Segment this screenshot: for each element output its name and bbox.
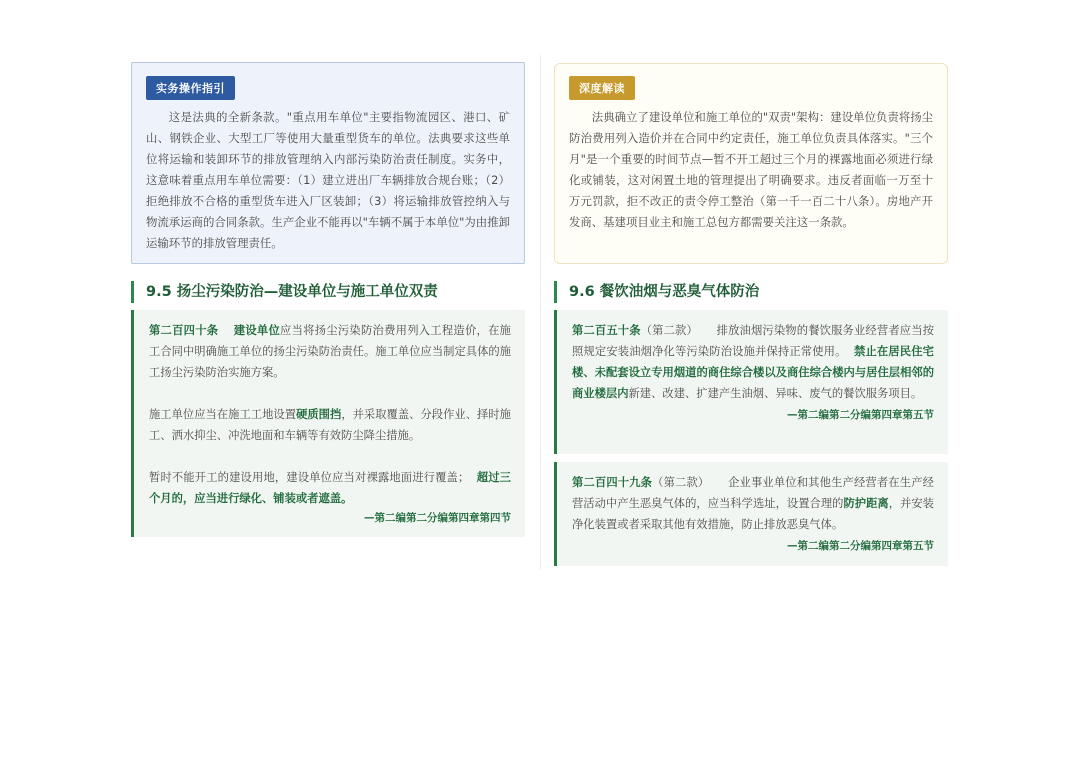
- law-card-article-250: [554, 310, 948, 454]
- article-number: 第二百五十条: [572, 324, 641, 337]
- law-paragraph: [149, 467, 511, 509]
- law-card-article-249: [554, 462, 948, 566]
- law-text: 施工单位应当在施工工地设置: [149, 408, 297, 421]
- law-text: 应当将扬尘污染防治费用列入工程造价，在施工合同中明确施工单位的扬尘污染防治责任。施工单位应当制定具体的施工扬尘污染防治实施方案。: [149, 324, 511, 379]
- practice-guide-text: 这是法典的全新条款。"重点用车单位"主要指物流园区、港口、矿山、钢铁企业、大型工厂等使用大量重型货车的单位。法典要求这些单位将运输和装卸环节的排放管理纳入内部污染防治责任制度。实务中，这意味着重点用车单位需要：（1）建立进出厂车辆排放合规台账；（2）拒绝排放不合格的重型货车进入厂区装卸；（3）将运输排放管控纳入与物流承运商的合同条款。生产企业不能再以"车辆不属于本单位"为由推卸运输环节的排放管理责任。: [146, 110, 510, 250]
- highlight-text: 超过三个月的，应当进行绿化、铺装或者遮盖。: [149, 471, 511, 505]
- law-paragraph: [572, 472, 934, 535]
- law-paragraph: [572, 320, 934, 404]
- law-text: 暂时不能开工的建设用地，建设单位应当对裸露地面进行覆盖；: [149, 471, 470, 484]
- law-text: 排放油烟污染物的餐饮服务业经营者应当按照规定安装油烟净化等污染防治设施并保持正常使用。: [572, 324, 934, 358]
- law-text: ，并采取覆盖、分段作业、择时施工、洒水抑尘、冲洗地面和车辆等有效防尘降尘措施。: [149, 408, 511, 442]
- highlight-text: 硬质围挡: [296, 408, 342, 421]
- article-subsection: （第二款）: [640, 324, 698, 337]
- deep-interpretation-text: 法典确立了建设单位和施工单位的"双责"架构：建设单位负责将扬尘防治费用列入造价并在合同中约定责任，施工单位负责具体落实。"三个月"是一个重要的时间节点—暂不开工超过三个月的裸露地面必须进行绿化或铺装，这对闲置土地的管理提出了明确要求。违反者面临一万至十万元罚款，拒不改正的责令停工整治（第一千一百二十八条）。房地产开发商、基建项目业主和施工总包方都需要关注这一条款。: [569, 110, 933, 229]
- law-paragraph: [149, 320, 511, 383]
- practice-guide-box: [131, 62, 525, 264]
- column-divider: [540, 55, 541, 570]
- law-text: 新建、改建、扩建产生油烟、异味、废气的餐饮服务项目。: [628, 387, 923, 400]
- law-text: ，并安装净化装置或者采取其他有效措施，防止排放恶臭气体。: [572, 497, 934, 531]
- law-source: —第二编第二分编第四章第五节: [787, 409, 934, 421]
- law-source: —第二编第二分编第四章第四节: [364, 512, 511, 524]
- highlight-text: 建设单位: [233, 324, 281, 337]
- law-paragraph: [149, 404, 511, 446]
- highlight-text: 禁止在居民住宅楼、未配套设立专用烟道的商住综合楼以及商住综合楼内与居住层相邻的商业楼层内: [572, 345, 934, 400]
- law-source: —第二编第二分编第四章第五节: [787, 540, 934, 552]
- highlight-text: 防护距离: [843, 497, 889, 510]
- section-title-9-6: 9.6 餐饮油烟与恶臭气体防治: [554, 281, 759, 303]
- law-card-article-240: [131, 310, 525, 537]
- article-subsection: （第二款）: [652, 476, 710, 489]
- deep-interpretation-box: [554, 63, 948, 264]
- article-number: 第二百四十九条: [572, 476, 653, 489]
- section-title-9-5: 9.5 扬尘污染防治—建设单位与施工单位双责: [131, 281, 438, 303]
- deep-interpretation-badge: 深度解读: [569, 76, 635, 100]
- practice-guide-badge: 实务操作指引: [146, 76, 235, 100]
- law-text: 企业事业单位和其他生产经营者在生产经营活动中产生恶臭气体的，应当科学选址，设置合理的: [572, 476, 934, 510]
- article-number: 第二百四十条: [149, 324, 219, 337]
